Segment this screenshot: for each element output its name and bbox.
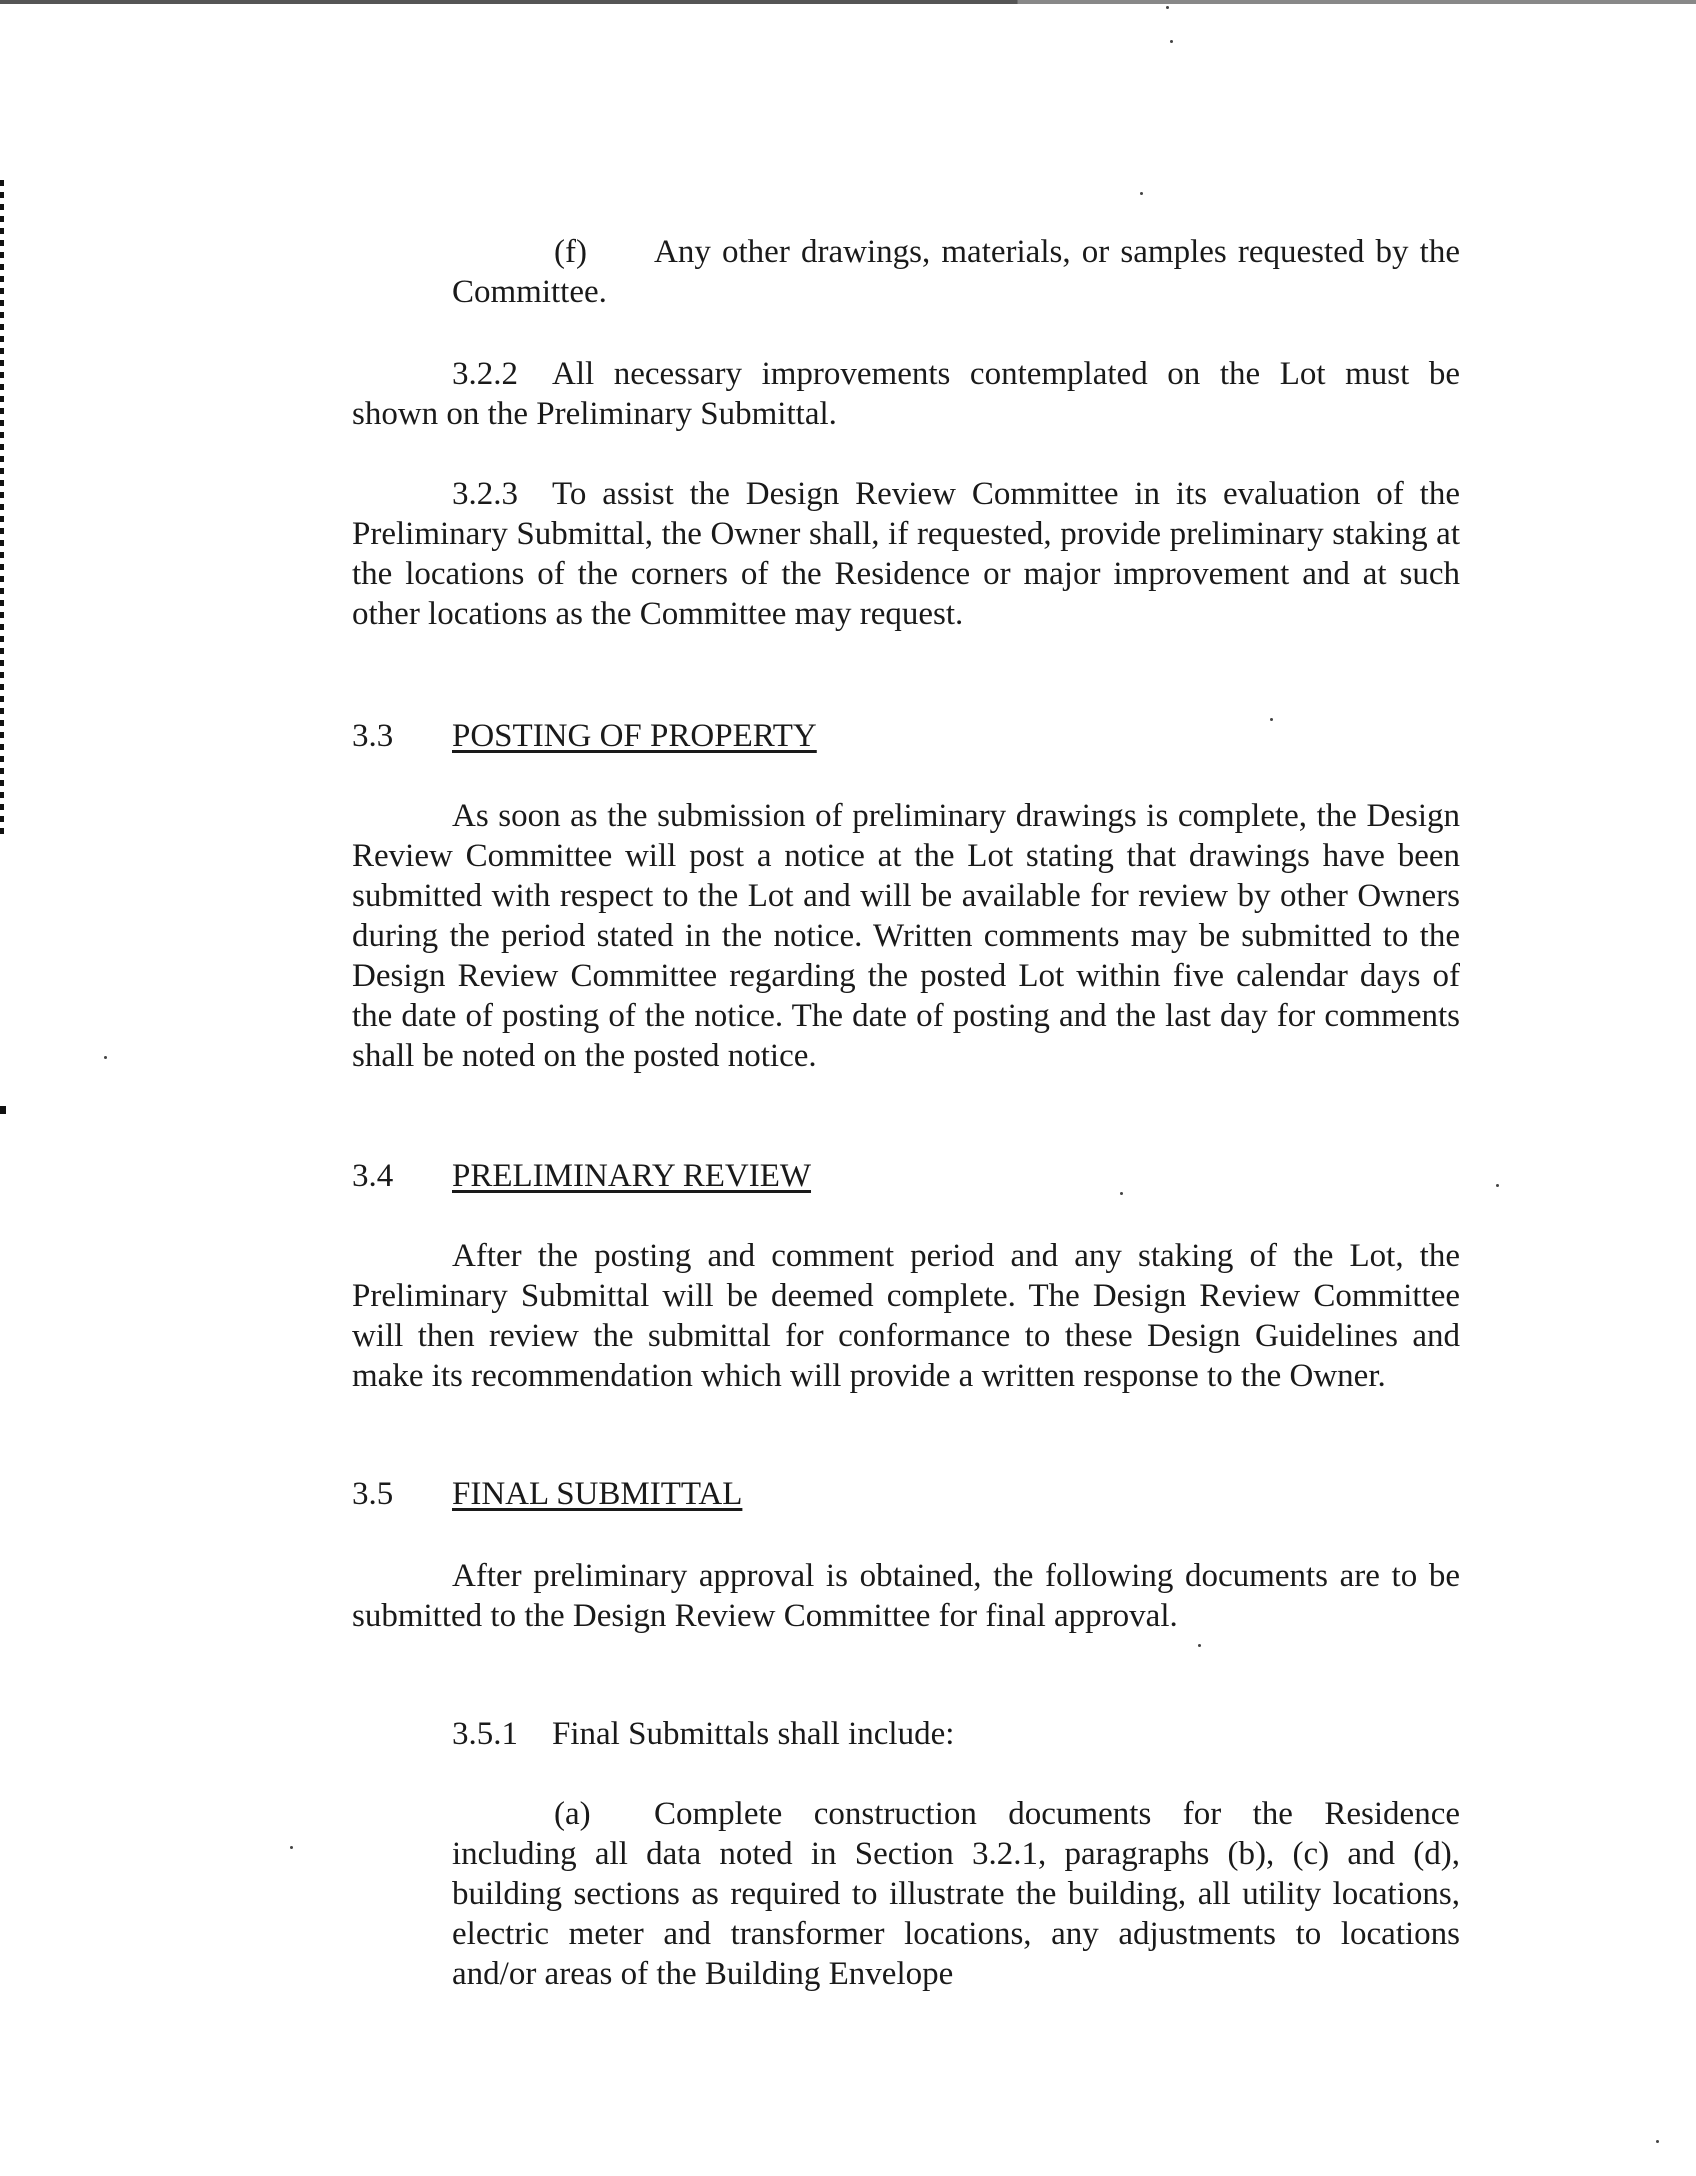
section-title: FINAL SUBMITTAL bbox=[452, 1476, 743, 1512]
section-heading-3-3 bbox=[352, 716, 817, 756]
section-heading-3-4 bbox=[352, 1156, 811, 1196]
scan-speck bbox=[1170, 40, 1173, 43]
scan-speck bbox=[1198, 1644, 1201, 1647]
section-text: After the posting and comment period and any staking of the Lot, the Preliminary Submittal will be deemed complete. The Design Review Committee will then review the submittal for conformance to these Design Guidelines and make its recommendation which will provide a written response to the Owner. bbox=[352, 1238, 1460, 1394]
section-body-3-4 bbox=[352, 1236, 1460, 1396]
paragraph-number: 3.2.3 bbox=[452, 476, 518, 512]
section-number: 3.4 bbox=[352, 1158, 394, 1194]
paragraph-text: Final Submittals shall include: bbox=[552, 1716, 955, 1752]
item-a bbox=[452, 1794, 1460, 1994]
scan-speck bbox=[1270, 718, 1273, 721]
section-heading-3-5 bbox=[352, 1474, 742, 1514]
scan-speck bbox=[1496, 1184, 1499, 1187]
scan-speck bbox=[1656, 2140, 1659, 2143]
paragraph-3-5-1 bbox=[452, 1714, 1460, 1754]
paragraph-number: 3.5.1 bbox=[452, 1716, 518, 1752]
section-text: As soon as the submission of preliminary drawings is complete, the Design Review Committee will post a notice at the Lot stating that drawings have been submitted with respect to the Lot and will be available for review by other Owners during the period stated in the notice. Written comments may be submitted to the Design Review Committee regarding the posted Lot within five calendar days of the date of posting of the notice. The date of posting and the last day for comments shall be noted on the posted notice. bbox=[352, 798, 1460, 1074]
section-body-3-5 bbox=[352, 1556, 1460, 1636]
scan-top-edge bbox=[0, 0, 1696, 4]
item-a-text: Complete construction documents for the Residence including all data noted in Section 3.2.1, paragraphs (b), (c) and (d), building sections as required to illustrate the building, all utility locations, electric meter and transformer locations, any adjustments to locations and/or areas of the Building Envelope bbox=[452, 1796, 1460, 1992]
section-title: PRELIMINARY REVIEW bbox=[452, 1158, 812, 1194]
section-number: 3.5 bbox=[352, 1476, 394, 1512]
section-title: POSTING OF PROPERTY bbox=[452, 718, 817, 754]
paragraph-text: All necessary improvements contemplated on the Lot must be shown on the Preliminary Submittal. bbox=[352, 356, 1460, 432]
item-f-label: (f) bbox=[554, 234, 587, 270]
scan-left-edge bbox=[0, 180, 4, 840]
scan-mark bbox=[0, 1106, 6, 1114]
item-a-label: (a) bbox=[554, 1796, 591, 1832]
section-number: 3.3 bbox=[352, 718, 394, 754]
scan-speck bbox=[1140, 192, 1143, 195]
paragraph-3-2-2 bbox=[352, 354, 1460, 434]
scan-speck bbox=[1166, 6, 1169, 9]
paragraph-3-2-3 bbox=[352, 474, 1460, 634]
section-text: After preliminary approval is obtained, the following documents are to be submitted to the Design Review Committee for final approval. bbox=[352, 1558, 1460, 1634]
section-body-3-3 bbox=[352, 796, 1460, 1076]
paragraph-number: 3.2.2 bbox=[452, 356, 518, 392]
item-f-text: Any other drawings, materials, or samples requested by the Committee. bbox=[452, 234, 1460, 310]
scan-speck bbox=[290, 1846, 293, 1849]
paragraph-text: To assist the Design Review Committee in its evaluation of the Preliminary Submittal, the Owner shall, if requested, provide preliminary staking at the locations of the corners of the Residence or major improvement and at such other locations as the Committee may request. bbox=[352, 476, 1460, 632]
scan-speck bbox=[1120, 1192, 1123, 1195]
item-f bbox=[452, 232, 1460, 312]
scan-speck bbox=[104, 1056, 107, 1059]
